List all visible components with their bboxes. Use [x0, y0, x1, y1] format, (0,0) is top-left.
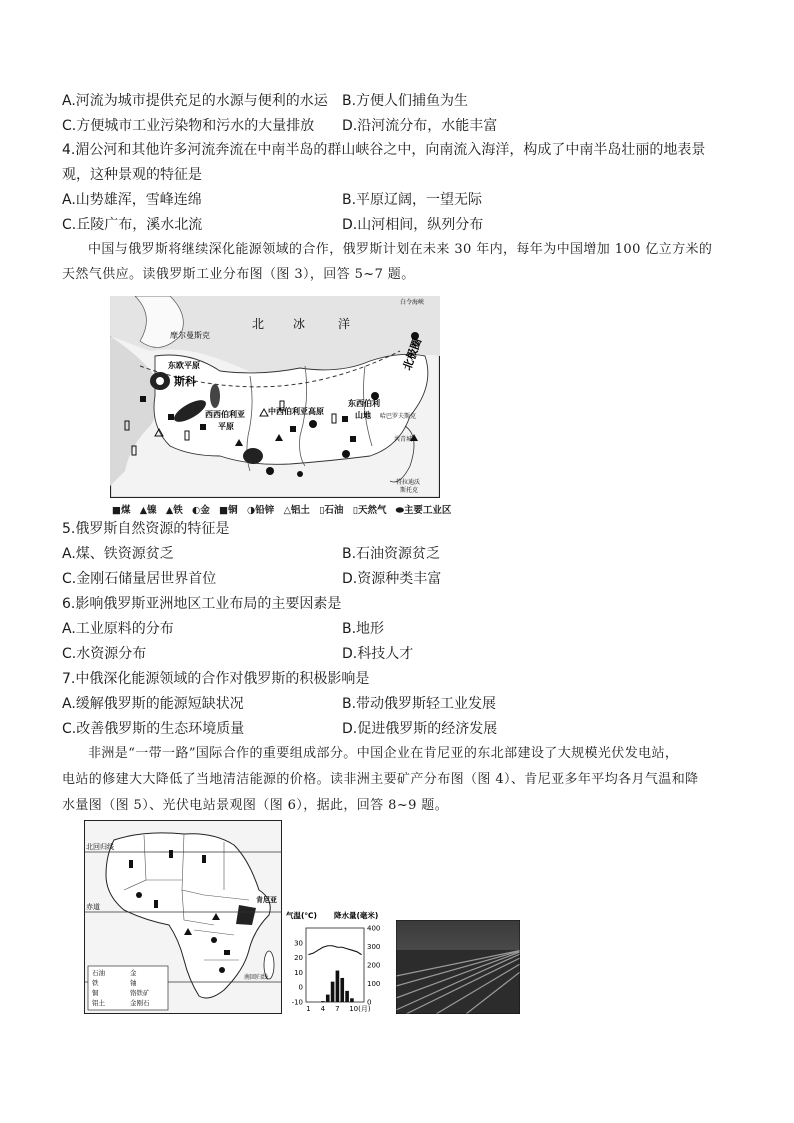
q7-stem: 7.中俄深化能源领域的合作对俄罗斯的积极影响是 [62, 671, 370, 687]
kenya-climate-chart [284, 908, 390, 1016]
legend-gold: ◐金 [192, 505, 210, 516]
label-east-siberian-1: 东西伯利 [348, 399, 380, 408]
legend-africa-gold: 金 [130, 969, 137, 977]
x-tick-label: 7 [335, 1005, 340, 1013]
q6-stem: 6.影响俄罗斯亚洲地区工业布局的主要因素是 [62, 596, 342, 612]
russia-industry-map [110, 296, 440, 498]
chart-precip-label: 降水量(毫米) [334, 911, 379, 920]
legend-aluminum: △铝土 [283, 505, 310, 516]
label-tropic-cancer: 北回归线 [86, 843, 114, 851]
q5-option-b: B.石油资源贫乏 [342, 546, 441, 562]
legend-oil: ▯石油 [319, 505, 344, 516]
legend-gas: ▯天然气 [352, 505, 387, 516]
legend-industrial-zone: ⬬主要工业区 [395, 505, 452, 516]
q3-option-c: C.方便城市工业污染物和污水的大量排放 [62, 118, 315, 134]
label-central-siberian-plateau: 中西伯利亚高原 [268, 407, 324, 416]
q4-option-b: B.平原辽阔，一望无际 [342, 192, 483, 208]
legend-africa-aluminum: 铝土 [92, 999, 105, 1007]
q4-option-a: A.山势雄浑，雪峰连绵 [62, 192, 202, 208]
legend-lead-zinc: ◑铅锌 [246, 505, 275, 516]
left-tick-label: 10 [294, 968, 303, 977]
left-tick-label: -10 [291, 998, 303, 1007]
precip-bar [336, 971, 340, 1002]
q6-option-b: B.地形 [342, 621, 385, 637]
legend-coal: ■煤 [112, 505, 131, 516]
russia-intro-line2: 天然气供应。读俄罗斯工业分布图（图 3），回答 5~7 题。 [62, 267, 415, 282]
precip-bar [340, 978, 344, 1002]
q7-option-a: A.缓解俄罗斯的能源短缺状况 [62, 696, 244, 712]
right-tick-label: 100 [367, 980, 381, 988]
x-tick-label: 10(月) [349, 1005, 371, 1013]
africa-mineral-map [84, 820, 282, 1014]
q7-option-b: B.带动俄罗斯轻工业发展 [342, 696, 497, 712]
q5-option-d: D.资源种类丰富 [342, 571, 442, 587]
right-tick-label: 300 [367, 943, 381, 951]
solar-plant-photo [396, 920, 520, 1014]
label-west-siberian-plain-1: 西西伯利亚 [205, 410, 245, 419]
label-khabarovsk: 哈巴罗夫斯克 [380, 413, 417, 420]
label-kenya: 肯尼亚 [256, 896, 277, 904]
legend-africa-copper: 铜 [92, 989, 99, 997]
label-equator: 赤道 [86, 903, 100, 911]
label-east-european-plain: 东欧平原 [168, 361, 200, 370]
precip-bar [326, 995, 330, 1002]
label-arctic-circle: 北极圈 [400, 336, 425, 373]
label-moscow: 斯科 [174, 375, 196, 388]
precip-bar [331, 982, 335, 1002]
svg-text:铜 [92, 988, 99, 997]
q4-option-d: D.山河相间，纵列分布 [342, 217, 484, 233]
q7-option-c: C.改善俄罗斯的生态环境质量 [62, 721, 245, 737]
q6-option-a: A.工业原料的分布 [62, 621, 174, 637]
right-tick-label: 400 [367, 924, 381, 933]
q5-option-c: C.金刚石储量居世界首位 [62, 571, 217, 587]
q3-option-a: A.河流为城市提供充足的水源与便利的水运 [62, 93, 328, 109]
label-beringia: 白令海峡 [400, 299, 425, 306]
legend-africa-diamond: 金刚石 [130, 999, 150, 1007]
right-tick-label: 200 [367, 961, 381, 970]
q3-option-d: D.沿河流分布，水能丰富 [342, 118, 498, 134]
q6-option-d: D.科技人才 [342, 646, 414, 662]
svg-text:铀 [130, 978, 137, 987]
svg-text:金刚石 [130, 998, 150, 1007]
q4-stem-line1: 4.湄公河和其他许多河流奔流在中南半岛的群山峡谷之中，向南流入海洋，构成了中南半岛壮丽的地表景 [62, 142, 706, 158]
left-tick-label: 30 [294, 939, 303, 948]
legend-nickel: ▲镍 [139, 505, 157, 516]
label-ice: 冰 [293, 317, 306, 331]
x-tick-label: 4 [320, 1005, 326, 1013]
q6-option-c: C.水资源分布 [62, 646, 147, 662]
legend-copper: ■铜 [219, 505, 238, 516]
svg-text:石油 [92, 968, 106, 977]
left-tick-label: 20 [294, 954, 303, 963]
left-tick-label: 0 [298, 983, 303, 992]
label-murmansk: 摩尔曼斯克 [170, 331, 210, 340]
label-vladivostok-2: 斯托克 [400, 487, 419, 494]
svg-text:铬铁矿 [130, 988, 150, 997]
chart-temp-label: 气温(℃) [286, 911, 317, 920]
temperature-line [308, 946, 361, 955]
precip-bar [345, 991, 349, 1002]
label-north: 北 [252, 317, 265, 331]
chart-plot-frame [306, 928, 364, 1002]
label-tropic-capricorn: 南回归线 [244, 974, 269, 981]
svg-text:铝土 [92, 998, 106, 1007]
legend-africa-oil: 石油 [92, 969, 105, 977]
legend-africa-uranium: 铀 [130, 979, 137, 987]
right-tick-label: 0 [367, 998, 372, 1007]
label-east-siberian-2: 山地 [355, 411, 371, 420]
x-tick-label: 1 [306, 1005, 311, 1013]
label-komsomolsk: 共青城 [394, 436, 413, 443]
precip-bar [321, 1001, 325, 1002]
q4-option-c: C.丘陵广布，溪水北流 [62, 217, 203, 233]
label-west-siberian-plain-2: 平原 [218, 422, 234, 431]
q5-option-a: A.煤、铁资源贫乏 [62, 546, 174, 562]
precip-bar [350, 998, 354, 1002]
legend-iron: ▲铁 [165, 505, 183, 516]
q4-stem-line2: 观，这种景观的特征是 [62, 167, 202, 183]
label-ocean: 洋 [338, 317, 351, 331]
svg-text:金 [130, 968, 137, 977]
q7-option-d: D.促进俄罗斯的经济发展 [342, 721, 498, 737]
russia-map-legend [112, 502, 457, 516]
svg-text:铁 [92, 978, 99, 987]
africa-intro-line1: 非洲是“一带一路”国际合作的重要组成部分。中国企业在肯尼亚的东北部建设了大规模光伏发电站， [88, 746, 679, 761]
q5-stem: 5.俄罗斯自然资源的特征是 [62, 521, 230, 537]
africa-intro-line2: 电站的修建大大降低了当地清洁能源的价格。读非洲主要矿产分布图（图 4）、肯尼亚多年平均各月气温和降 [62, 772, 699, 787]
label-vladivostok: 符拉迪沃 [396, 479, 421, 486]
q3-option-b: B.方便人们捕鱼为生 [342, 93, 469, 109]
legend-africa-chromite: 铬铁矿 [130, 989, 150, 997]
africa-intro-line3: 水量图（图 5）、光伏电站景观图（图 6），据此，回答 8~9 题。 [62, 798, 449, 813]
legend-africa-iron: 铁 [92, 979, 99, 987]
russia-intro-line1: 中国与俄罗斯将继续深化能源领域的合作，俄罗斯计划在未来 30 年内，每年为中国增加 100 亿立方米的 [88, 242, 713, 257]
